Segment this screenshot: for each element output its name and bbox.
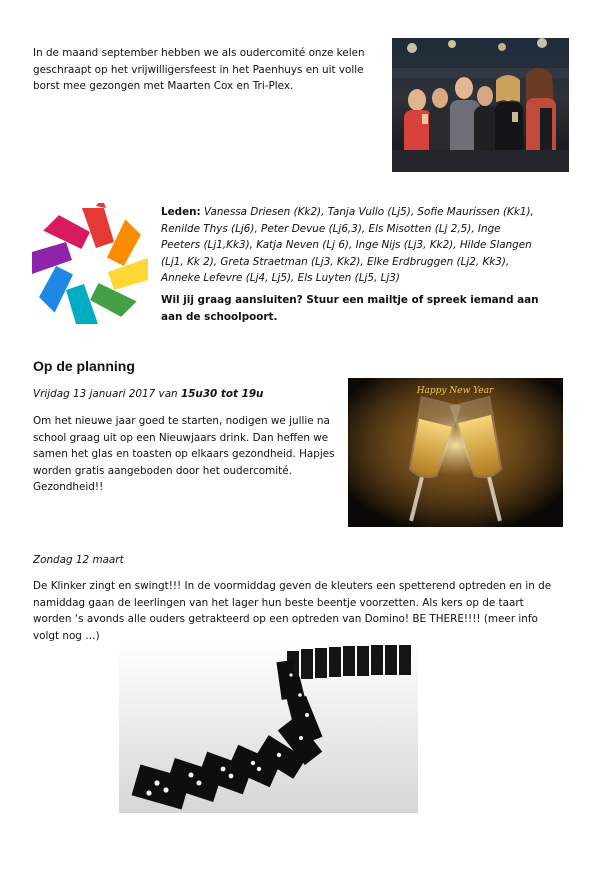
members-names: Vanessa Driesen (Kk2), Tanja Vullo (Lj5), Sofie Maurissen (Kk1), Renilde Thys (Lj6), Peter Devue (Lj6,3), Els Misotten (Lj 2,5), Inge Peeters (Lj1,Kk3), Katja Neven (Lj 6), Inge Nijs (Lj3, Kk2), Hilde Slangen (Lj1, Kk 2), Greta Straetman (Lj3, Kk2), Elke Erdbruggen (Lj2, Kk3), Anneke Lefevre (Lj4, Lj5), Els Luyten (Lj5, Lj3) — [161, 206, 534, 284]
champagne-photo — [348, 378, 563, 527]
event1-text: Om het nieuwe jaar goed te starten, nodigen we jullie na school graag uit op een Nieuwjaars drink. Dan heffen we samen het glas en toasten op elkaars gezondheid. Hapjes worden gratis aangeboden door het oudercomité. Gezondheid!! — [33, 415, 335, 493]
event1-date-label: Vrijdag 13 januari 2017 van — [33, 388, 178, 400]
colorful-hands-image — [29, 203, 151, 329]
event1-time: 15u30 tot 19u — [180, 388, 264, 400]
dominoes-photo — [119, 643, 418, 813]
party-photo — [392, 38, 569, 172]
planning-heading: Op de planning — [33, 358, 135, 374]
intro-text: In de maand september hebben we als oudercomité onze kelen geschraapt op het vrijwilligersfeest in het Paenhuys en uit volle borst mee gezongen met Maarten Cox en Tri-Plex. — [33, 47, 365, 92]
members-cta: Wil jij graag aansluiten? Stuur een mailtje of spreek iemand aan aan de schoolpoort. — [161, 294, 539, 323]
members-list — [161, 204, 541, 287]
event1-date — [33, 386, 333, 403]
event2-date: Zondag 12 maart — [33, 554, 124, 566]
happy-new-year-caption: Happy New Year — [416, 386, 494, 396]
event2-text: De Klinker zingt en swingt!!! In de voormiddag geven de kleuters een spetterend optreden en in de namiddag gaan de leerlingen van het lager hun beste beentje voorzetten. Als kers op de taart worden ‘s avonds alle ouders getrakteerd op een optreden van Domino! BE THERE!!!! (meer info volgt nog …) — [33, 580, 552, 642]
members-label: Leden: — [161, 206, 201, 218]
